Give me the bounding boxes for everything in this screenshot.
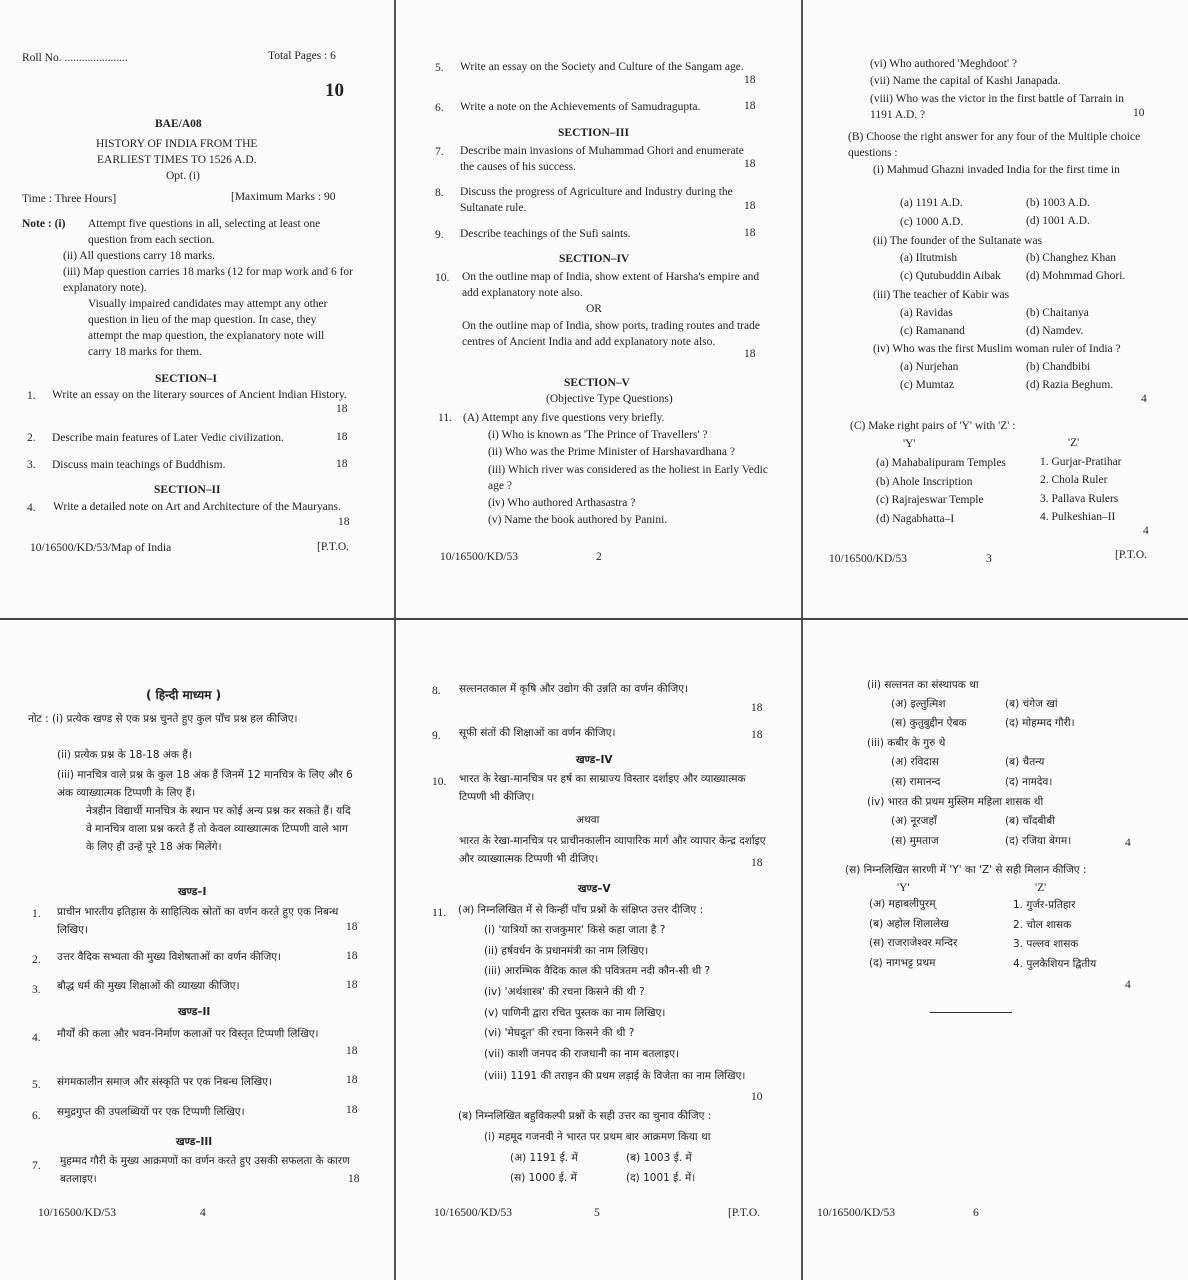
- pair-z-3: 3. Pallava Rulers: [1040, 493, 1119, 505]
- pair-y-b: (b) Ahole Inscription: [876, 476, 973, 488]
- paper-title-2: EARLIEST TIMES TO 1526 A.D.: [97, 154, 257, 166]
- mcq-1-b: (b) 1003 A.D.: [1026, 197, 1090, 209]
- khand-3-heading: खण्ड–III: [176, 1136, 213, 1148]
- mcq-2-a: (a) Iltutmish: [900, 252, 958, 264]
- q11-a-viii: (viii) Who was the victor in the first battle of Tarrain in 1191 A.D. ?: [870, 93, 1124, 121]
- h6-text: समुद्रगुप्त की उपलब्धियों पर एक टिप्पणी लिखिए।: [57, 1106, 245, 1118]
- h5-marks: 18: [346, 1074, 358, 1086]
- page-3: [803, 0, 1188, 618]
- h5-text: संगमकालीन समाज और संस्कृति पर एक निबन्ध लिखिए।: [57, 1076, 272, 1088]
- khand-1-heading: खण्ड–I: [178, 886, 207, 898]
- or-label: अथवा: [576, 814, 600, 826]
- page-4: [0, 620, 394, 1280]
- h1-text: प्राचीन भारतीय इतिहास के साहित्यिक स्रोतों का वर्णन करते हुए एक निबन्ध लिखिए।: [57, 906, 339, 936]
- h11-part-b: (ब) निम्नलिखित बहुविकल्पी प्रश्नों के सही उत्तर का चुनाव कीजिए :: [458, 1110, 712, 1122]
- page-number: 3: [986, 553, 992, 565]
- q11-part-c: (C) Make right pairs of 'Y' with 'Z' :: [850, 420, 1016, 432]
- q8-number: 8.: [435, 187, 444, 199]
- q1-text: Write an essay on the literary sources of Ancient Indian History.: [52, 389, 347, 401]
- column-z-heading: 'Z': [1035, 882, 1047, 894]
- mcq-2-a: (अ) इल्तुत्मिश: [891, 698, 946, 710]
- h11-a-vii: (vii) काशी जनपद की राजधानी का नाम बतलाइए।: [484, 1048, 680, 1060]
- q2-marks: 18: [336, 431, 348, 443]
- q9-text: Describe teachings of the Sufi saints.: [460, 228, 631, 240]
- q11-a-vi: (vi) Who authored 'Meghdoot' ?: [870, 58, 1018, 70]
- footer-code: 10/16500/KD/53: [434, 1207, 512, 1219]
- h8-marks: 18: [751, 702, 763, 714]
- q10-text: On the outline map of India, show extent of Harsha's empire and add explanatory note also.: [462, 271, 760, 299]
- h7-marks: 18: [348, 1173, 360, 1185]
- h6-marks: 18: [346, 1104, 358, 1116]
- mcq-1-a: (अ) 1191 ई. में: [510, 1152, 578, 1164]
- q11-a-vii: (vii) Name the capital of Kashi Janapada.: [870, 75, 1061, 87]
- mcq-3-a: (a) Ravidas: [900, 307, 953, 319]
- q5-marks: 18: [744, 74, 756, 86]
- h7-text: मुहम्मद गौरी के मुख्य आक्रमणों का वर्णन करते हुए उसकी सफलता के कारण बतलाइए।: [60, 1155, 350, 1185]
- h8-text: सल्तनतकाल में कृषि और उद्योग की उन्नति का वर्णन कीजिए।: [459, 683, 689, 695]
- mcq-4-b: (ब) चाँदबीबी: [1005, 815, 1055, 827]
- mcq-1-c: (स) 1000 ई. में: [510, 1172, 577, 1184]
- mcq-2-b: (ब) चंगेज खां: [1005, 698, 1058, 710]
- footer-code: 10/16500/KD/53: [829, 553, 907, 565]
- h11-number: 11.: [432, 907, 446, 919]
- page-2: [396, 0, 801, 618]
- pair-z-1: 1. Gurjar-Pratihar: [1040, 456, 1122, 468]
- q3-marks: 18: [336, 458, 348, 470]
- h10-marks: 18: [751, 857, 763, 869]
- mcq-4-a: (अ) नूरजहाँ: [891, 815, 937, 827]
- khand-5-heading: खण्ड–V: [578, 883, 611, 895]
- q8-text: Discuss the progress of Agriculture and Industry during the Sultanate rule.: [460, 186, 733, 214]
- time: Time : Three Hours]: [22, 193, 117, 205]
- q1-marks: 18: [336, 403, 348, 415]
- pairs-marks: 4: [1125, 979, 1131, 991]
- q5-number: 5.: [435, 62, 444, 74]
- mcq-3-d: (द) नामदेव।: [1005, 776, 1053, 788]
- part-s: (स) निम्नलिखित सारणी में 'Y' का 'Z' से सही मिलान कीजिए :: [845, 864, 1087, 876]
- question-count: 10: [325, 80, 344, 101]
- pair-z-2: 2. चोल शासक: [1013, 919, 1072, 931]
- mcq-4-c: (c) Mumtaz: [900, 379, 954, 391]
- h10-number: 10.: [432, 776, 447, 788]
- h2-text: उत्तर वैदिक सभ्यता की मुख्य विशेषताओं का वर्णन कीजिए।: [57, 951, 282, 963]
- h5-number: 5.: [32, 1079, 41, 1091]
- page-number: 6: [973, 1207, 979, 1219]
- footer-code: 10/16500/KD/53: [817, 1207, 895, 1219]
- q2-text: Describe main features of Later Vedic civilization.: [52, 432, 284, 444]
- mcq-2: (ii) The founder of the Sultanate was: [873, 235, 1043, 247]
- q9-marks: 18: [744, 227, 756, 239]
- footer-code: 10/16500/KD/53: [38, 1207, 116, 1219]
- h11-a-iii: (iii) आरम्भिक वैदिक काल की पवित्रतम नदी कौन-सी थी ?: [484, 965, 711, 977]
- paper-title-1: HISTORY OF INDIA FROM THE: [96, 138, 258, 150]
- pair-y-a: (a) Mahabalipuram Temples: [876, 457, 1006, 469]
- h1-number: 1.: [32, 908, 41, 920]
- max-marks: [Maximum Marks : 90: [231, 191, 336, 203]
- note-ii: (ii) All questions carry 18 marks.: [63, 250, 216, 262]
- page-1: [0, 0, 394, 618]
- q10-alt-text: On the outline map of India, show ports, trading routes and trade centres of Ancient India and add explanatory note also.: [462, 320, 760, 348]
- mcq-1-c: (c) 1000 A.D.: [900, 216, 964, 228]
- note-iii: (iii) Map question carries 18 marks (12 for map work and 6 for explanatory note).: [63, 266, 353, 294]
- h11-part-a: (अ) निम्नलिखित में से किन्हीं पाँच प्रश्नों के संक्षिप्त उत्तर दीजिए :: [458, 904, 704, 916]
- q2-number: 2.: [27, 432, 36, 444]
- mcq-4-b: (b) Chandbibi: [1026, 361, 1091, 373]
- mcq-1-d: (d) 1001 A.D.: [1026, 215, 1090, 227]
- section-1-heading: SECTION–I: [155, 373, 217, 385]
- mcq-2-b: (b) Changhez Khan: [1026, 252, 1117, 264]
- pairs-marks: 4: [1143, 525, 1149, 537]
- mcq-3-c: (स) रामानन्द: [891, 776, 941, 788]
- note-label: Note : (i): [22, 218, 66, 230]
- hindi-medium-heading: ( हिन्दी माध्यम ): [146, 688, 222, 702]
- q11-a-v: (v) Name the book authored by Panini.: [488, 514, 668, 526]
- mcq-2: (ii) सल्तनत का संस्थापक था: [867, 679, 979, 691]
- q7-marks: 18: [744, 158, 756, 170]
- note-i: Attempt five questions in all, selecting at least one question from each section.: [88, 218, 321, 246]
- q6-marks: 18: [744, 100, 756, 112]
- q8-marks: 18: [744, 200, 756, 212]
- pair-z-2: 2. Chola Ruler: [1040, 474, 1108, 486]
- section-3-heading: SECTION–III: [558, 127, 629, 139]
- q7-text: Describe main invasions of Muhammad Ghori and enumerate the causes of his success.: [460, 145, 744, 173]
- h11-a-vi: (vi) 'मेघदूत' की रचना किसने की थी ?: [484, 1027, 635, 1039]
- mcq-4-d: (d) Razia Beghum.: [1026, 379, 1114, 391]
- q9-number: 9.: [435, 229, 444, 241]
- mcq-1-a: (a) 1191 A.D.: [900, 197, 963, 209]
- pair-y-a: (अ) महाबलीपुरम्: [869, 898, 936, 910]
- section-4-heading: SECTION–IV: [559, 253, 630, 265]
- mcq-3-a: (अ) रविदास: [891, 756, 939, 768]
- q11-part-a: (A) Attempt any five questions very briefly.: [463, 412, 665, 424]
- mcq-4-c: (स) मुमताज: [891, 835, 939, 847]
- paper-option: Opt. (i): [166, 170, 200, 182]
- q10-marks: 18: [744, 348, 756, 360]
- pair-z-4: 4. पुलकेशियन द्वितीय: [1013, 958, 1097, 970]
- column-y-heading: 'Y': [903, 438, 916, 450]
- mcq-3: (iii) कबीर के गुरु थे: [867, 737, 946, 749]
- q11-a-i: (i) Who is known as 'The Prince of Travellers' ?: [488, 429, 708, 441]
- h4-marks: 18: [346, 1045, 358, 1057]
- mcq-4-d: (द) रजिया बेगम।: [1005, 835, 1072, 847]
- h11-a-v: (v) पाणिनी द्वारा रचित पुस्तक का नाम लिखिए।: [484, 1007, 666, 1019]
- paper-code: BAE/A08: [155, 118, 202, 130]
- h2-number: 2.: [32, 954, 41, 966]
- pair-z-3: 3. पल्लव शासक: [1013, 938, 1079, 950]
- mcq-2-c: (स) कुतुबुद्दीन ऐबक: [891, 717, 967, 729]
- mcq-3-c: (c) Ramanand: [900, 325, 965, 337]
- mcq-3-d: (d) Namdev.: [1026, 325, 1084, 337]
- footer-code: 10/16500/KD/53: [440, 551, 518, 563]
- q10-number: 10.: [435, 272, 450, 284]
- khand-4-heading: खण्ड–IV: [576, 754, 613, 766]
- mcq-3: (iii) The teacher of Kabir was: [873, 289, 1010, 301]
- page-number: 5: [594, 1207, 600, 1219]
- q1-number: 1.: [27, 390, 36, 402]
- page-number: 2: [596, 551, 602, 563]
- pair-z-1: 1. गुर्जर-प्रतिहार: [1013, 899, 1076, 911]
- mcq-1: (i) Mahmud Ghazni invaded India for the first time in: [873, 164, 1120, 176]
- h11-a-marks: 10: [751, 1091, 763, 1103]
- q11-a-marks: 10: [1133, 107, 1145, 119]
- pair-z-4: 4. Pulkeshian–II: [1040, 511, 1116, 523]
- h1-marks: 18: [346, 921, 358, 933]
- page-5: [396, 620, 801, 1280]
- q4-marks: 18: [338, 516, 350, 528]
- mcq-1-b: (ब) 1003 ई. में: [626, 1152, 692, 1164]
- pto: [P.T.O.: [1115, 549, 1148, 561]
- q11-a-ii: (ii) Who was the Prime Minister of Harshavardhana ?: [488, 446, 735, 458]
- pto: [P.T.O.: [317, 541, 350, 553]
- mcq-3-b: (ब) चैतन्य: [1005, 756, 1045, 768]
- section-2-heading: SECTION–II: [154, 484, 221, 496]
- h9-marks: 18: [751, 729, 763, 741]
- q11-number: 11.: [438, 412, 452, 424]
- q4-text: Write a detailed note on Art and Architecture of the Mauryans.: [53, 501, 341, 513]
- mcq-2-d: (द) मोहम्मद गौरी।: [1005, 717, 1075, 729]
- mcq-2-c: (c) Qutubuddin Aibak: [900, 270, 1001, 282]
- mcq-marks: 4: [1141, 393, 1147, 405]
- footer-code: 10/16500/KD/53/Map of India: [30, 542, 172, 554]
- pair-y-d: (द) नागभट्ट प्रथम: [869, 957, 936, 969]
- pair-y-b: (ब) अहोल शिलालेख: [869, 918, 949, 930]
- h10-text: भारत के रेखा-मानचित्र पर हर्ष का साम्राज्य विस्तार दर्शाइए और व्याख्यात्मक टिप्पणी भी कीजिए।: [459, 773, 746, 803]
- h9-number: 9.: [432, 730, 441, 742]
- h8-number: 8.: [432, 685, 441, 697]
- note-visually-impaired: Visually impaired candidates may attempt any other question in lieu of the map question. In case, they attempt the map question, the explanatory note will carry 18 marks for them.: [88, 298, 328, 358]
- note-iv: नेत्रहीन विद्यार्थी मानचित्र के स्थान पर कोई अन्य प्रश्न कर सकते हैं। यदि वे मानचित्र वाला प्रश्न करते हैं तो केवल व्याख्यात्मक टिप्पणी वाले भाग के लिए ही उन्हें पूरे 18 अंक मिलेंगे।: [86, 805, 351, 853]
- pair-y-c: (c) Rajrajeswar Temple: [876, 494, 984, 506]
- mcq-4-a: (a) Nurjehan: [900, 361, 959, 373]
- q6-text: Write a note on the Achievements of Samudragupta.: [460, 101, 701, 113]
- q11-part-b: (B) Choose the right answer for any four of the Multiple choice questions :: [848, 131, 1141, 159]
- or-label: OR: [586, 303, 602, 315]
- h11-a-ii: (ii) हर्षवर्धन के प्रधानमंत्री का नाम लिखिए।: [484, 945, 649, 957]
- note-ii: (ii) प्रत्येक प्रश्न के 18-18 अंक हैं।: [57, 749, 192, 761]
- pto: [P.T.O.: [728, 1207, 761, 1219]
- mcq-1-d: (द) 1001 ई. में।: [626, 1172, 696, 1184]
- mcq-marks: 4: [1125, 837, 1131, 849]
- h2-marks: 18: [346, 950, 358, 962]
- column-z-heading: 'Z': [1068, 437, 1080, 449]
- h9-text: सूफी संतों की शिक्षाओं का वर्णन कीजिए।: [459, 727, 616, 739]
- note-iii: (iii) मानचित्र वाले प्रश्न के कुल 18 अंक हैं जिनमें 12 मानचित्र के लिए और 6 अंक व्याख्यात्मक टिप्पणी के लिए हैं।: [57, 769, 353, 799]
- h11-a-iv: (iv) 'अर्थशास्त्र' की रचना किसने की थी ?: [484, 986, 645, 998]
- q11-a-iv: (iv) Who authored Arthasastra ?: [488, 497, 636, 509]
- h4-text: मौर्यों की कला और भवन-निर्माण कलाओं पर विस्तृत टिप्पणी लिखिए।: [57, 1028, 319, 1040]
- h4-number: 4.: [32, 1032, 41, 1044]
- mcq-3-b: (b) Chaitanya: [1026, 307, 1089, 319]
- pair-y-c: (स) राजराजेश्वर मन्दिर: [869, 937, 958, 949]
- q5-text: Write an essay on the Society and Culture of the Sangam age.: [460, 61, 744, 73]
- section-5-heading: SECTION–V: [564, 377, 630, 389]
- h3-number: 3.: [32, 984, 41, 996]
- page-6: [803, 620, 1188, 1280]
- h7-number: 7.: [32, 1160, 41, 1172]
- h3-text: बौद्ध धर्म की मुख्य शिक्षाओं की व्याख्या कीजिए।: [57, 980, 240, 992]
- h11-a-viii: (viii) 1191 की तराइन की प्रथम लड़ाई के विजेता का नाम लिखिए।: [484, 1070, 746, 1082]
- total-pages: Total Pages : 6: [268, 50, 336, 62]
- pair-y-d: (d) Nagabhatta–I: [876, 513, 955, 525]
- khand-2-heading: खण्ड–II: [178, 1006, 211, 1018]
- h10-alt-text: भारत के रेखा-मानचित्र पर प्राचीनकालीन व्यापारिक मार्ग और व्यापार केन्द्र दर्शाइए और व्याख्यात्मक टिप्पणी भी दीजिए।: [459, 835, 766, 865]
- q3-number: 3.: [27, 459, 36, 471]
- section-5-subheading: (Objective Type Questions): [546, 393, 673, 405]
- q3-text: Discuss main teachings of Buddhism.: [52, 459, 226, 471]
- mcq-2-d: (d) Mohmmad Ghori.: [1026, 270, 1126, 282]
- h3-marks: 18: [346, 979, 358, 991]
- q7-number: 7.: [435, 146, 444, 158]
- column-y-heading: 'Y': [897, 882, 910, 894]
- q6-number: 6.: [435, 102, 444, 114]
- mcq-4: (iv) भारत की प्रथम मुस्लिम महिला शासक थी: [867, 796, 1044, 808]
- note-i: नोट : (i) प्रत्येक खण्ड से एक प्रश्न चुनते हुए कुल पाँच प्रश्न हल कीजिए।: [28, 713, 298, 725]
- h6-number: 6.: [32, 1110, 41, 1122]
- h11-a-i: (i) 'यात्रियों का राजकुमार' किसे कहा जाता है ?: [484, 924, 666, 936]
- q4-number: 4.: [27, 502, 36, 514]
- mcq-1: (i) महमूद गजनवी ने भारत पर प्रथम बार आक्रमण किया था: [484, 1131, 711, 1143]
- page-number: 4: [200, 1207, 206, 1219]
- q11-a-iii: (iii) Which river was considered as the holiest in Early Vedic age ?: [488, 464, 768, 492]
- end-rule: [930, 1012, 1012, 1013]
- roll-no: Roll No. ......................: [22, 52, 128, 64]
- mcq-4: (iv) Who was the first Muslim woman ruler of India ?: [873, 343, 1121, 355]
